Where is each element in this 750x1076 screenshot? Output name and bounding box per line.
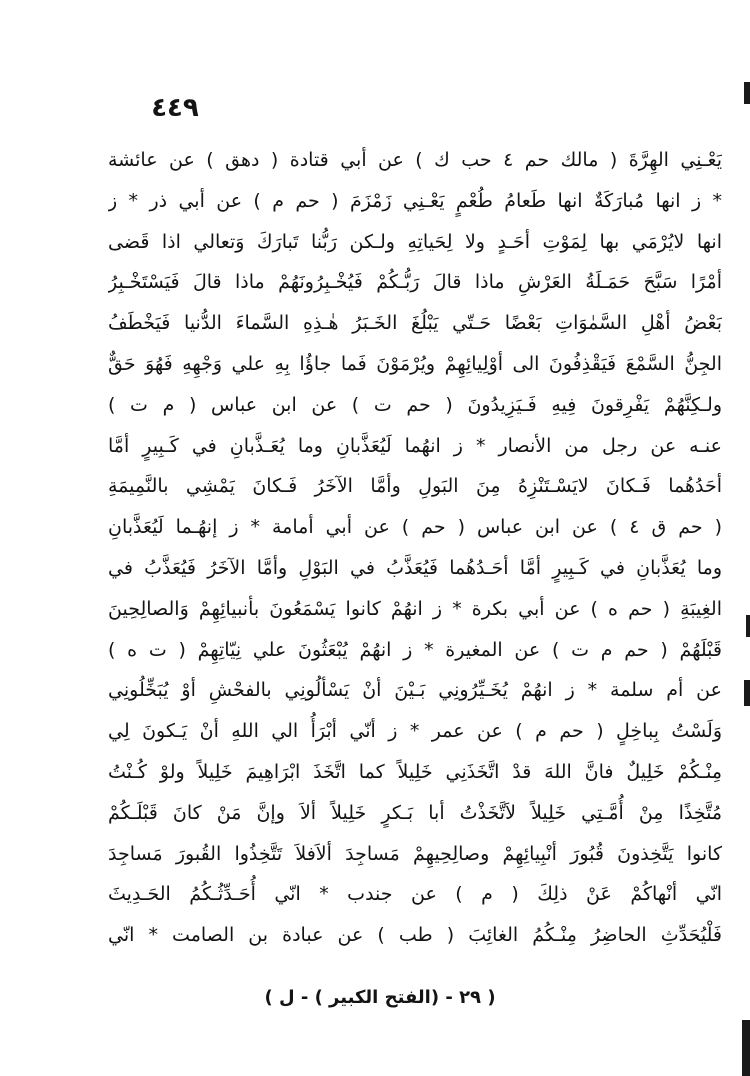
scan-edge-mark	[744, 680, 750, 706]
scan-edge-mark	[744, 82, 750, 104]
body-text	[108, 140, 722, 956]
text-line: يَعْـنِي الهِرَّةَ ( مالك حم ٤ حب ك ) عن أبي قتادة ( دهق ) عن عائشة	[108, 149, 722, 171]
text-line: وَلَسْتُ بِباخِلٍ ( حم م ) عن عمر * ز أنّي أبْرَأُ الي اللهِ أنْ يَـكونَ لِي	[108, 720, 722, 743]
scan-edge-mark	[746, 615, 750, 637]
text-line: بَعْضُ أهْلِ السَّمٰوَاتِ بَعْضًا حَـتّي يَبْلُغَ الخَـبَرُ هٰـذِهِ السَّماءَ الدُّنيا فَيَخْطَفُ	[108, 312, 722, 335]
text-line: فَلْيُحَدِّثِ الحاضِرُ مِنْـكُمُ الغائِبَ ( طب ) عن عبادة بن الصامت * انّي	[108, 924, 722, 947]
text-line: ( حم ق ٤ ) عن ابن عباس ( حم ) عن أبي أمامة * ز إنهُـما لَيُعَذَّبانِ	[108, 516, 722, 539]
text-line: عنـه عن رجل من الأنصار * ز انهُما لَيُعَذَّبانِ وما يُعَـذَّبانِ في كَـبِيرٍ أمَّا	[108, 434, 722, 457]
text-line: وما يُعَذَّبانِ في كَـبِيرٍ أمَّا أحَـدُهُما فَيُعَذَّبُ في البَوْلِ وأمَّا الآخَرُ فَيُعَذَّبُ في	[108, 556, 722, 579]
text-line: أحَدُهُما فَـكانَ لايَسْـتَنْزِهُ مِنَ البَولِ وأمَّا الآخَرُ فَـكانَ يَمْشِي بالنَّمِيمَةِ	[108, 475, 722, 498]
footer-signature: ( ٢٩ - (الفتح الكبير ) - ل )	[264, 987, 496, 1008]
text-line: عن أم سلمة * ز انهُمْ يُخَـيِّرُونِي بَـيْنَ أنْ يَسْألُونِي بالفحْشِ أوْ يُبَخِّلُونِي	[108, 679, 722, 702]
text-line: انها لايُرْمَي بها لِمَوْتِ أحَـدٍ ولا لِحَياتِهِ ولـكن رَبُّنا تَبارَكَ وَتعالي اذا قَضى	[108, 230, 722, 253]
text-line: الجِنُّ السَّمْعَ فَيَقْذِفُونَ الى أوْلِيائِهِمْ ويُرْمَوْنَ فَما جاؤُا بِهِ علي وَجْهِهِ فَهُوَ حَقٌّ	[108, 352, 722, 375]
text-line: أمْرًا سَبَّحَ حَمَـلَةُ العَرْشِ ماذا قالَ رَبُّـكُمْ فَيُخْـبِرُونَهُمْ ماذا قالَ فَيَسْتَخْـبِرُ	[108, 271, 722, 294]
text-line: انّي أنْهاكُمْ عَنْ ذلِكَ ( م ) عن جندب * انّي أُحَـدِّثُـكُمُ الحَـدِيثَ	[108, 883, 722, 906]
text-line: قَبْلَهُمْ ( حم م ت ) عن المغيرة * ز انهُمْ يُبْعَثُونَ علي نِيّاتِهِمْ ( ت ه )	[108, 638, 722, 661]
text-line: مِنْـكُمْ خَلِيلٌ فانَّ اللهَ قدْ اتَّخَذَنِي خَلِيلاً كما اتَّخَذَ ابْرَاهِيمَ خَلِيلاً ولوْ كُـنْتُ	[108, 760, 722, 783]
scan-edge-mark	[742, 1020, 750, 1076]
page-number: ٤٤٩	[151, 93, 199, 123]
text-line: مُتَّخِذًا مِنْ أُمَّـتِي خَلِيلاً لاَتَّخَذْتُ أبا بَـكرٍ خَلِيلاً ألاَ وإنَّ مَنْ كانَ قَبْلَـكُمْ	[108, 801, 722, 824]
text-line: كانوا يَتَّخِذونَ قُبُورَ أنْبِيائِهِمْ وصالِحِيهِمْ مَساجِدَ ألاَفلاَ تَتَّخِذُوا القُبورَ مَساجِدَ	[108, 842, 722, 865]
text-line: * ز انها مُبارَكَةٌ انها طَعامُ طُعْمٍ يَعْـنِي زَمْزَمَ ( حم م ) عن أبي ذر * ز	[108, 189, 722, 212]
text-line: ولـكِنَّهُمْ يَفْرِقونَ فِيهِ فَـيَزِيدُونَ ( حم ت ) عن ابن عباس ( م ت )	[108, 393, 722, 416]
text-line: الغِيبَةِ ( حم ه ) عن أبي بكرة * ز انهُمْ كانوا يَسْمَعُونَ بأنبيائِهِمْ وَالصالِحِينَ	[108, 597, 722, 620]
